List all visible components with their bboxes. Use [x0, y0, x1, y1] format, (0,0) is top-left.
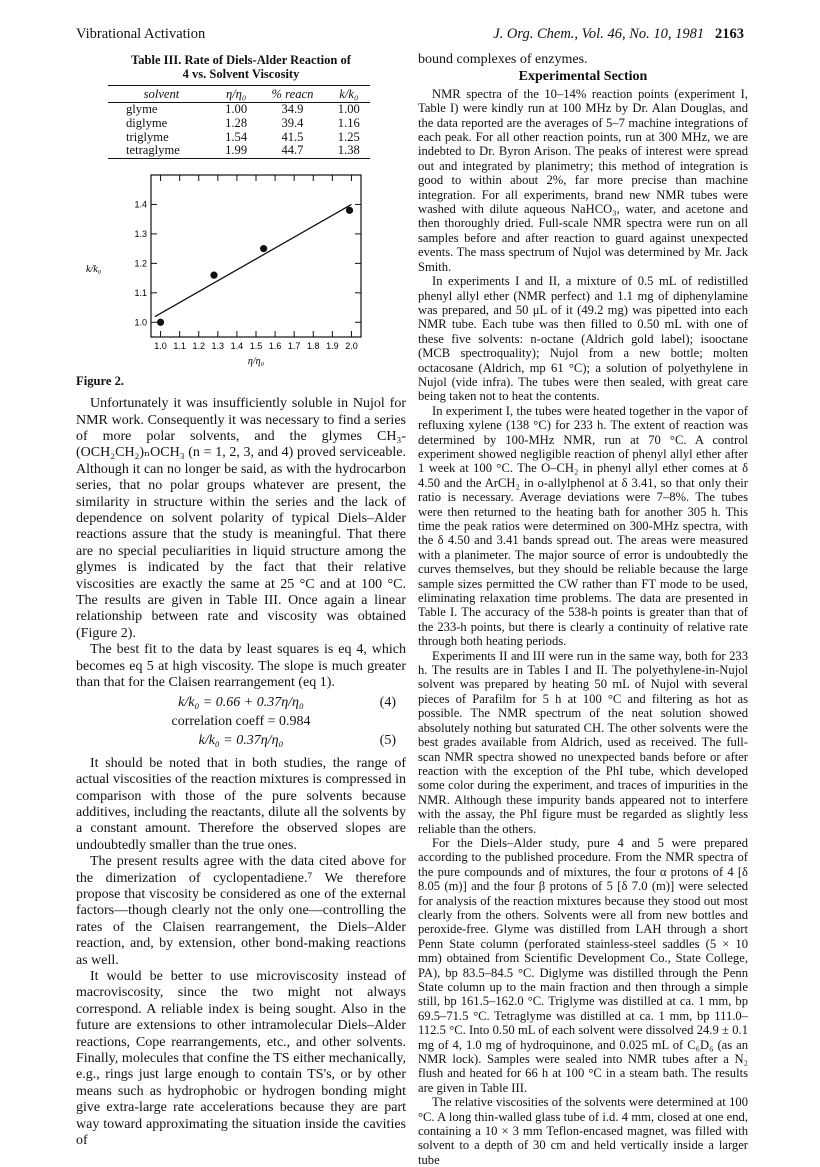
- equation-4: k/k₀ = 0.66 + 0.37η/η₀ (4): [178, 694, 396, 710]
- figure-caption: Figure 2.: [76, 373, 125, 388]
- table-cell: 1.00: [337, 102, 360, 117]
- page-number: 2163: [715, 26, 744, 42]
- fit-line: [155, 204, 352, 316]
- scatter-plot: [76, 167, 406, 372]
- paragraph: In experiments I and II, a mixture of 0.5 mL of redistilled phenyl allyl ether (NMR perfect) and 1.1 mg of diphenylamine was prepared, and 50 μL of it (49.2 mg) was pipetted into each NMR tube. Each tube was then filled to 0.50 mL with one of these five solvents: n-octane (Aldrich gold label); isooctane (MCB spectroquality); Nujol from a new bottle; molten octacosane (Aldrich, mp 61 °C); a solution of polyethylene in Nujol (vide infra). The tubes were then sealed, with great care being taken not to heat the contents.: [418, 274, 748, 404]
- table-cell: 1.25: [337, 129, 360, 144]
- data-point: [210, 271, 217, 278]
- plot-frame: [151, 175, 361, 337]
- table-cell: 1.99: [215, 144, 257, 158]
- running-head: Vibrational Activation: [76, 26, 206, 42]
- table-row: [108, 117, 370, 131]
- y-tick-label: 1.2: [134, 258, 147, 269]
- section-title: Experimental Section: [518, 69, 648, 85]
- table-caption: Table III. Rate of Diels-Alder Reaction of 4 vs. Solvent Viscosity: [131, 53, 351, 81]
- paragraph: Unfortunately it was insufficiently soluble in Nujol for NMR work. Consequently it was necessary to find a series of more polar solvents, and the glymes CH₃-(OCH₂CH₂)ₙOCH₃ (n = 1, 2, 3, and 4) proved serviceable. Although it can no longer be said, as with the hydrocarbon series, that no polar groups whatever are present, the similarity in structure within the series and the lack of dependence on solvent polarity of typical Diels–Alder reactions assure that the study is meaningful. That there are no special peculiarities in liquid structure among the glymes is indicated by the fact that their relative viscosities are exactly the same at 25 °C and at 100 °C. The results are given in Table III. Once again a linear relationship between rate and viscosity was obtained (Figure 2).: [76, 396, 406, 641]
- table-cell: triglyme: [126, 129, 169, 144]
- x-tick-label: 1.2: [192, 340, 205, 351]
- column-header: η/η₀: [215, 86, 257, 103]
- right-column: [418, 52, 748, 1167]
- x-tick-label: 2.0: [345, 340, 358, 351]
- paragraph: NMR spectra of the 10–14% reaction points (experiment I, Table I) were kindly run at 100 MHz by Dr. Alan Douglas, and the data reported are the averages of 5–7 machine integrations of each peak. For all other reaction points, run at 300 MHz, we are indebted to Dr. Byron Arison. The peaks of interest were spread out and integrated by planimetry; this method of integration is good to within about 2%, far more precise than machine integration. For all experiments, brand new NMR tubes were washed with dilute aqueous NaHCO₃, water, and acetone and then thoroughly dried. Full-scale NMR spectra were run on all samples before and after reaction to guard against unexpected events. The mass spectrum of Nujol was determined by Mr. Jack Smith.: [418, 86, 748, 274]
- paragraph: In experiment I, the tubes were heated together in the vapor of refluxing xylene (138 °C) for 233 h. The extent of reaction was determined by 100-MHz NMR, run at 70 °C. A control experiment showed negligible reaction of phenyl allyl ether after 1 week at 100 °C. The O–CH₂ in phenyl allyl ether comes at δ 4.50 and the ArCH₂ in o-allylphenol at δ 3.41, so that only their ratio is necessary. Average deviations were 7–8%. The tubes were then returned to the heating bath for another 305 h. This time the peak ratios were determined on 300-MHz spectra, with the δ 4.50 and 3.41 bands spread out. The areas were measured with a planimeter. The major source of error is undoubtedly the curves themselves, but they should be reliable because the large sample sizes permitted the CW rather than FT mode to be used, eliminating relaxation time problems. The data are presented in Table I. The accuracy of the 538-h points is greater than that of the 233-h points, but there is clearly a continuity of relative rate through both heating periods.: [418, 403, 748, 649]
- column-header: % reacn: [257, 86, 327, 103]
- x-tick-label: 1.1: [173, 340, 186, 351]
- continued-text: bound complexes of enzymes.: [418, 52, 588, 67]
- paragraph: It should be noted that in both studies, the range of actual viscosities of the reaction mixtures is compressed in comparison with those of the pure solvents because additives, including the reactants, dilute all the solvents by a constant amount. Therefore the observed slopes are undoubtedly smaller than the true ones.: [76, 755, 406, 853]
- x-tick-label: 1.8: [307, 340, 320, 351]
- x-tick-label: 1.6: [268, 340, 282, 351]
- table-row: [108, 144, 370, 158]
- left-column: [76, 52, 406, 1149]
- x-tick-label: 1.3: [211, 340, 225, 351]
- y-tick-label: 1.0: [134, 317, 147, 328]
- x-tick-label: 1.7: [287, 340, 301, 351]
- equation-5: k/k₀ = 0.37η/η₀ (5): [198, 733, 396, 749]
- data-point: [260, 245, 267, 252]
- table-cell: 1.00: [225, 102, 248, 117]
- table-cell: 1.38: [328, 144, 370, 158]
- table-cell: 1.16: [337, 116, 360, 130]
- table-cell: 34.9: [281, 102, 304, 117]
- x-tick-label: 1.5: [249, 340, 263, 351]
- x-tick-label: 1.4: [230, 340, 244, 351]
- x-axis-label: η/η₀: [247, 355, 265, 367]
- table-cell: 39.4: [281, 116, 304, 130]
- y-tick-label: 1.4: [134, 199, 147, 210]
- table-iii: [108, 85, 370, 159]
- correlation-coeff: correlation coeff = 0.984: [171, 713, 311, 729]
- paragraph: The present results agree with the data cited above for the dimerization of cyclopentadiene.⁷ We therefore propose that viscosity be considered as one of the external factors—though clearly not the only one—controlling the rates of the Claisen rearrangement, the Diels–Alder reaction, and, by extension, other bond-making reactions as well.: [76, 854, 406, 968]
- y-axis-label: k/k₀: [86, 263, 102, 275]
- y-tick-label: 1.3: [134, 228, 147, 239]
- paragraph: Experiments II and III were run in the same way, both for 233 h. The results are in Tables I and II. The polyethylene-in-Nujol solvent was prepared by heating 50 mL of Nujol with several pieces of Parafilm for 5 h at 100 °C and filtering as hot as possible. The NMR spectrum of the neat solution showed absolutely nothing but saturated CH. The other solvents were the best grades available from Aldrich, used as received. The full-scan NMR spectra showed no unexpected bands before or after reaction with the exception of the PhI tube, which developed some color during the experiment, and traces of impurities in the NMR. Although these impurity bands appeared not to interfere with the assay, the PhI figure must be regarded as slightly less reliable than the others.: [418, 648, 748, 836]
- x-tick-label: 1.9: [326, 340, 339, 351]
- paragraph: The best fit to the data by least squares is eq 4, which becomes eq 5 at high viscosity. The slope is much greater than that for the Claisen rearrangement (eq 1).: [76, 642, 406, 691]
- data-point: [346, 207, 353, 214]
- journal-citation: J. Org. Chem., Vol. 46, No. 10, 1981 2163: [493, 26, 744, 42]
- table-row: [108, 103, 370, 117]
- y-tick-label: 1.1: [134, 287, 147, 298]
- table-cell: diglyme: [126, 116, 168, 130]
- table-cell: 1.28: [225, 116, 248, 130]
- column-header: solvent: [108, 86, 215, 103]
- table-cell: glyme: [126, 102, 158, 117]
- column-header: k/k₀: [328, 86, 370, 103]
- left-body: [76, 396, 406, 1149]
- table-cell: 1.54: [225, 129, 248, 144]
- table-cell: tetraglyme: [108, 144, 215, 158]
- paragraph: The relative viscosities of the solvents were determined at 100 °C. A long thin-walled glass tube of i.d. 4 mm, closed at one end, containing a 10 × 3 mm Teflon-encased magnet, was filled with solvent to a depth of 30 cm and held vertically inside a larger tube: [418, 1095, 748, 1167]
- table-row: [108, 131, 370, 145]
- table-cell: 44.7: [257, 144, 327, 158]
- table-cell: 41.5: [281, 129, 304, 144]
- paragraph: For the Diels–Alder study, pure 4 and 5 were prepared according to the published procedure. From the NMR spectra of the pure compounds and of mixtures, the four α protons of 4 [δ 8.05 (m)] and the four β protons of 5 [δ 7.0 (m)] were selected for analysis of the reaction mixtures because they stood out most clearly from the others. Solvents were all from new bottles and peroxide-free. Glyme was distilled from LAH through a short Penn State column (perforated stainless-steel saddles (5 × 10 mm) obtained from Scientific Development Co., State College, PA), bp 83.5–84.5 °C. Diglyme was distilled through the Penn State column up to the main fraction and then through a simple still, bp 161.5–162.0 °C. Triglyme was distilled at ca. 1 mm, bp 69.5–71.5 °C. Tetraglyme was distilled at ca. 1 mm, bp 111.0–112.5 °C. Into 0.50 mL of each solvent were dissolved 24.9 ± 0.1 mg of 4, 1.0 mg of hydroquinone, and 0.025 mL of C₆D₆ (as an NMR lock). Samples were sealed into NMR tubes after a N₂ flush and heated for 66 h at 100 °C in a steam bath. The results are given in Table III.: [418, 835, 748, 1095]
- paragraph: It would be better to use microviscosity instead of macroviscosity, since the two might not always correspond. A reliable index is being sought. Also in the future are extensions to other intramolecular Diels–Alder reactions, Cope rearrangements, etc., and other solvents. Finally, molecules that confine the TS either mechanically, e.g., rings just large enough to contain TS's, or by other means such as hydrophobic or hydrogen bonding might give extra-large rate accelerations because they are part way toward approximating the situation inside the cavities of: [76, 969, 406, 1149]
- figure-2: [76, 167, 406, 372]
- data-point: [157, 318, 164, 325]
- x-tick-label: 1.0: [154, 340, 167, 351]
